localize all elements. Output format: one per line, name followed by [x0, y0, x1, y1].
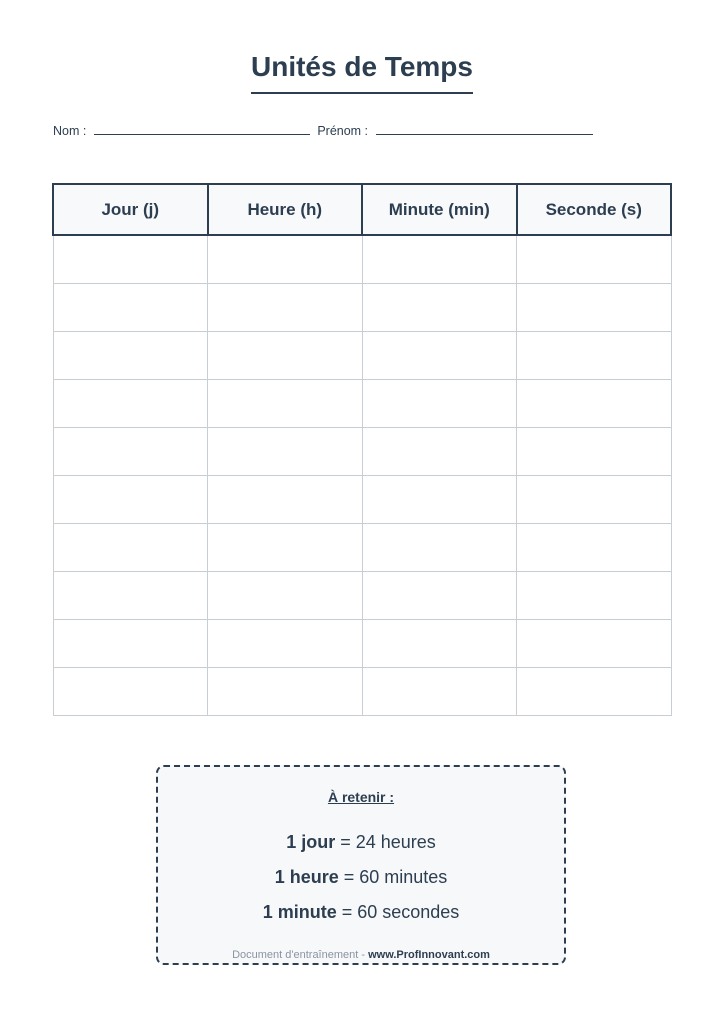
prenom-field[interactable]: [376, 123, 593, 135]
table-cell[interactable]: [208, 572, 363, 620]
table-cell[interactable]: [517, 235, 672, 284]
table-row: [53, 572, 671, 620]
memo-rule-day-rest: = 24 heures: [335, 832, 436, 852]
table-cell[interactable]: [362, 620, 517, 668]
table-cell[interactable]: [53, 668, 208, 716]
table-row: [53, 428, 671, 476]
table-cell[interactable]: [53, 620, 208, 668]
table-cell[interactable]: [208, 668, 363, 716]
table-cell[interactable]: [208, 332, 363, 380]
table-cell[interactable]: [53, 284, 208, 332]
table-cell[interactable]: [517, 476, 672, 524]
table-cell[interactable]: [517, 284, 672, 332]
memo-rule-hour-bold: 1 heure: [274, 867, 339, 887]
memo-rule-minute-bold: 1 minute: [262, 902, 337, 922]
table-cell[interactable]: [517, 428, 672, 476]
memo-footer: [158, 949, 564, 961]
page-title-wrapper: [0, 50, 724, 94]
table-cell[interactable]: [208, 476, 363, 524]
table-cell[interactable]: [517, 620, 672, 668]
table-cell[interactable]: [208, 284, 363, 332]
table-row: [53, 620, 671, 668]
prenom-label: Prénom :: [317, 124, 369, 138]
table-row: [53, 380, 671, 428]
memo-rule-day-bold: 1 jour: [286, 832, 336, 852]
memo-rule-hour-rest: = 60 minutes: [338, 867, 448, 887]
header-jour: Jour (j): [53, 184, 208, 235]
memo-box: [156, 765, 566, 965]
table-cell[interactable]: [362, 380, 517, 428]
table-row: [53, 332, 671, 380]
table-row: [53, 668, 671, 716]
header-heure: Heure (h): [208, 184, 363, 235]
nom-label: Nom :: [53, 124, 87, 138]
memo-heading: À retenir :: [327, 789, 395, 805]
table-cell[interactable]: [517, 380, 672, 428]
header-seconde: Seconde (s): [517, 184, 672, 235]
table-cell[interactable]: [53, 572, 208, 620]
table-cell[interactable]: [208, 428, 363, 476]
table-cell[interactable]: [53, 332, 208, 380]
table-cell[interactable]: [517, 332, 672, 380]
table-cell[interactable]: [53, 235, 208, 284]
table-cell[interactable]: [362, 428, 517, 476]
table-cell[interactable]: [208, 380, 363, 428]
footer-site-link[interactable]: www.ProfInnovant.com: [368, 949, 490, 961]
table-cell[interactable]: [362, 284, 517, 332]
table-cell[interactable]: [53, 428, 208, 476]
table-body: [53, 235, 671, 716]
table-cell[interactable]: [362, 572, 517, 620]
table-row: [53, 284, 671, 332]
identity-fields: [53, 123, 597, 138]
memo-rule-day: [158, 832, 564, 853]
table-cell[interactable]: [517, 572, 672, 620]
page-title: Unités de Temps: [251, 50, 473, 94]
memo-rule-minute-rest: = 60 secondes: [336, 902, 460, 922]
table-cell[interactable]: [53, 524, 208, 572]
table-header-row: [53, 184, 671, 235]
table-cell[interactable]: [362, 476, 517, 524]
nom-field[interactable]: [94, 123, 310, 135]
table-cell[interactable]: [208, 235, 363, 284]
table-cell[interactable]: [362, 524, 517, 572]
table-row: [53, 476, 671, 524]
table-cell[interactable]: [362, 668, 517, 716]
table-row: [53, 524, 671, 572]
table-cell[interactable]: [208, 620, 363, 668]
table-cell[interactable]: [517, 668, 672, 716]
table-cell[interactable]: [208, 524, 363, 572]
table-row: [53, 235, 671, 284]
table-cell[interactable]: [53, 476, 208, 524]
table-cell[interactable]: [362, 332, 517, 380]
table-cell[interactable]: [517, 524, 672, 572]
table-cell[interactable]: [53, 380, 208, 428]
memo-rule-hour: [158, 867, 564, 888]
footer-text: Document d'entraînement -: [232, 949, 369, 961]
table-cell[interactable]: [362, 235, 517, 284]
header-minute: Minute (min): [362, 184, 517, 235]
memo-rule-minute: [158, 902, 564, 923]
conversion-table: [52, 183, 672, 716]
